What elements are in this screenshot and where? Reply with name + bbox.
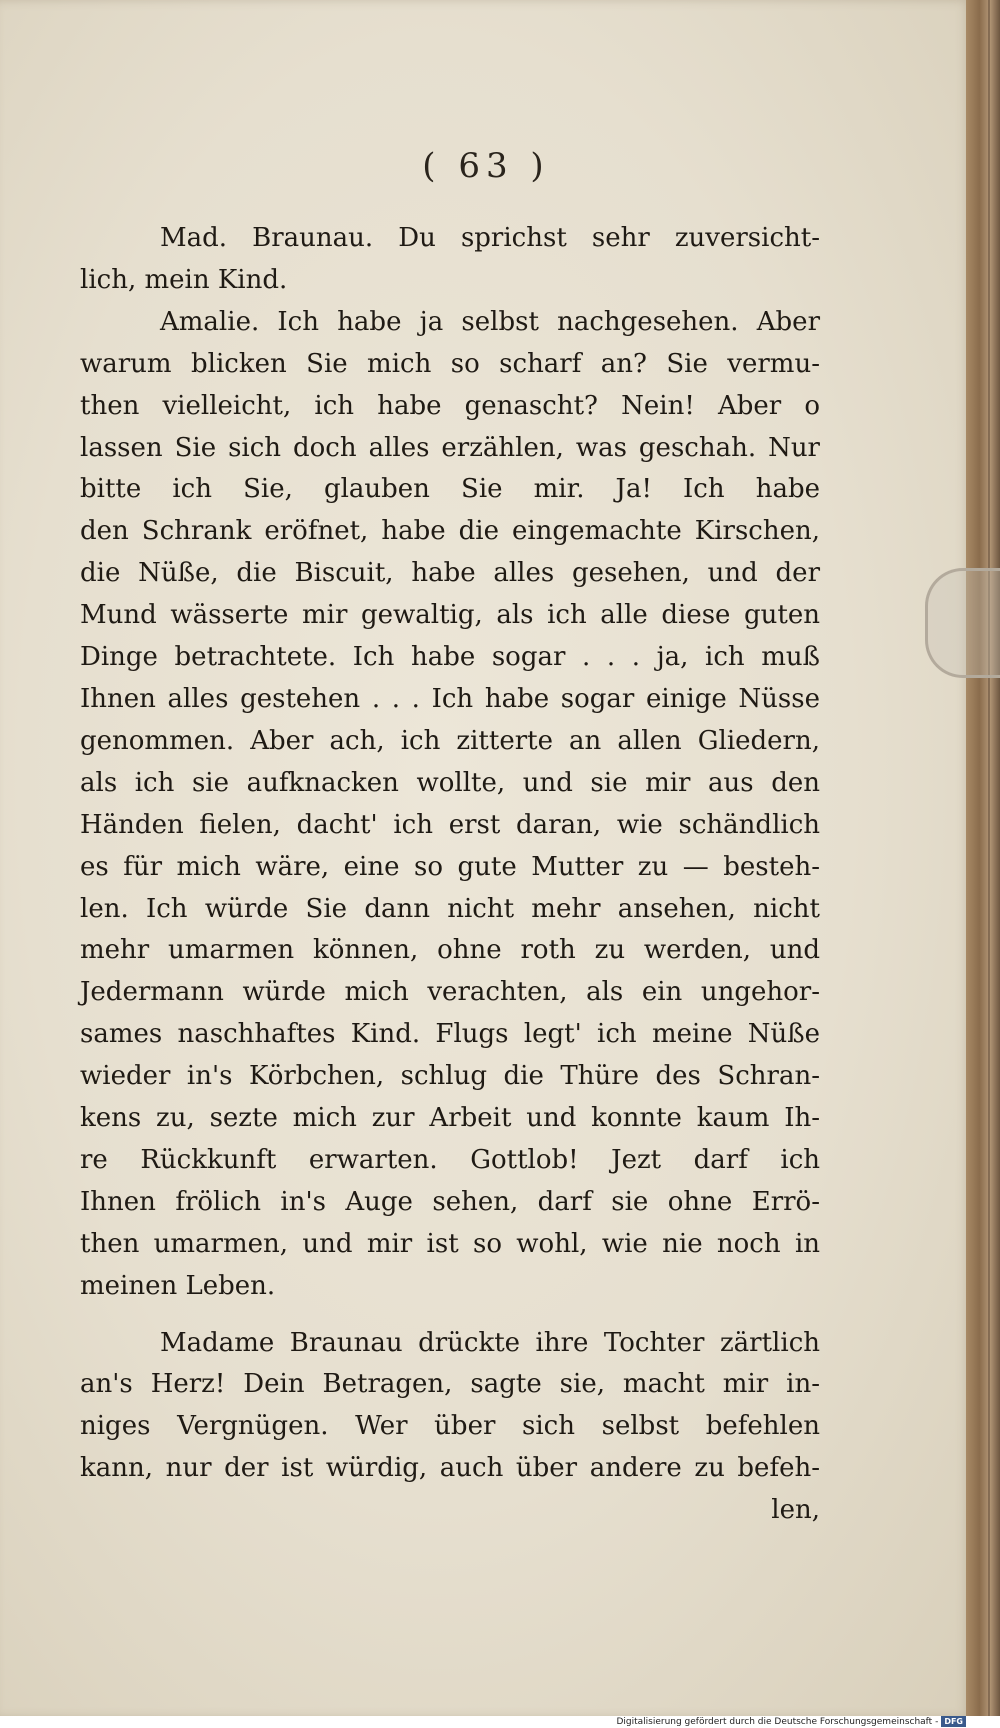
text-line: Jedermann würde mich verachten, als ein ungehor-: [80, 977, 820, 1008]
text-line: wieder in's Körbchen, schlug die Thüre des Schran-: [80, 1061, 820, 1092]
text-line: Ihnen frölich in's Auge sehen, darf sie ohne Errö-: [80, 1186, 820, 1217]
text-line: den Schrank eröfnet, habe die eingemachte Kirschen,: [80, 516, 820, 547]
paragraph: [80, 218, 820, 302]
text-line: es für mich wäre, eine so gute Mutter zu — besteh-: [80, 851, 820, 882]
text-line: an's Herz! Dein Betragen, sagte sie, macht mir in-: [80, 1369, 820, 1400]
paragraph: [80, 1323, 820, 1533]
page-number: ( 63 ): [422, 146, 550, 186]
text-line: genommen. Aber ach, ich zitterte an allen Gliedern,: [80, 725, 820, 756]
text-line: kens zu, sezte mich zur Arbeit und konnte kaum Ih-: [80, 1103, 820, 1134]
text-line: sames naschhaftes Kind. Flugs legt' ich meine Nüße: [80, 1019, 820, 1050]
text-line: Dinge betrachtete. Ich habe sogar . . . ja, ich muß: [80, 642, 820, 673]
text-line: kann, nur der ist würdig, auch über andere zu befeh-: [80, 1453, 820, 1484]
text-line: als ich sie aufknacken wollte, und sie mir aus den: [80, 767, 820, 798]
credit-text: Digitalisierung gefördert durch die Deutsche Forschungsgemeinschaft -: [616, 1717, 939, 1727]
text-line: bitte ich Sie, glauben Sie mir. Ja! Ich habe: [80, 474, 820, 505]
text-line: lassen Sie sich doch alles erzählen, was geschah. Nur: [80, 432, 820, 463]
page-clip: [925, 568, 1000, 678]
text-line: Mad. Braunau. Du sprichst sehr zuversicht-: [160, 223, 820, 253]
text-line: then vielleicht, ich habe genascht? Nein! Aber o: [80, 390, 820, 421]
text-line: die Nüße, die Biscuit, habe alles gesehen, und der: [80, 558, 820, 589]
book-edge-line: [988, 0, 990, 1718]
text-line: Händen fielen, dacht' ich erst daran, wie schändlich: [80, 809, 820, 840]
text-line: Mund wässerte mir gewaltig, als ich alle diese guten: [80, 600, 820, 631]
book-edge: [966, 0, 1000, 1718]
digitization-credit: [616, 1716, 966, 1728]
text-line: meinen Leben.: [80, 1270, 276, 1301]
text-line: len. Ich würde Sie dann nicht mehr ansehen, nicht: [80, 893, 820, 924]
text-line: lich, mein Kind.: [80, 264, 288, 295]
text-line: Ihnen alles gestehen . . . Ich habe sogar einige Nüsse: [80, 683, 820, 714]
text-line: then umarmen, und mir ist so wohl, wie nie noch in: [80, 1228, 820, 1259]
paragraph: [80, 302, 820, 1308]
text-line: warum blicken Sie mich so scharf an? Sie vermu-: [80, 348, 820, 379]
text-line: niges Vergnügen. Wer über sich selbst befehlen: [80, 1411, 820, 1442]
text-line: Madame Braunau drückte ihre Tochter zärtlich: [160, 1327, 820, 1358]
dfg-logo: DFG: [941, 1716, 966, 1727]
text-line: Amalie. Ich habe ja selbst nachgesehen. Aber: [160, 306, 820, 337]
body-text: [80, 218, 820, 1532]
text-line: re Rückkunft erwarten. Gottlob! Jezt darf ich: [80, 1144, 820, 1175]
catchword: len,: [771, 1495, 820, 1526]
text-line: mehr umarmen können, ohne roth zu werden, und: [80, 935, 820, 966]
paragraph-gap: [80, 1308, 820, 1323]
